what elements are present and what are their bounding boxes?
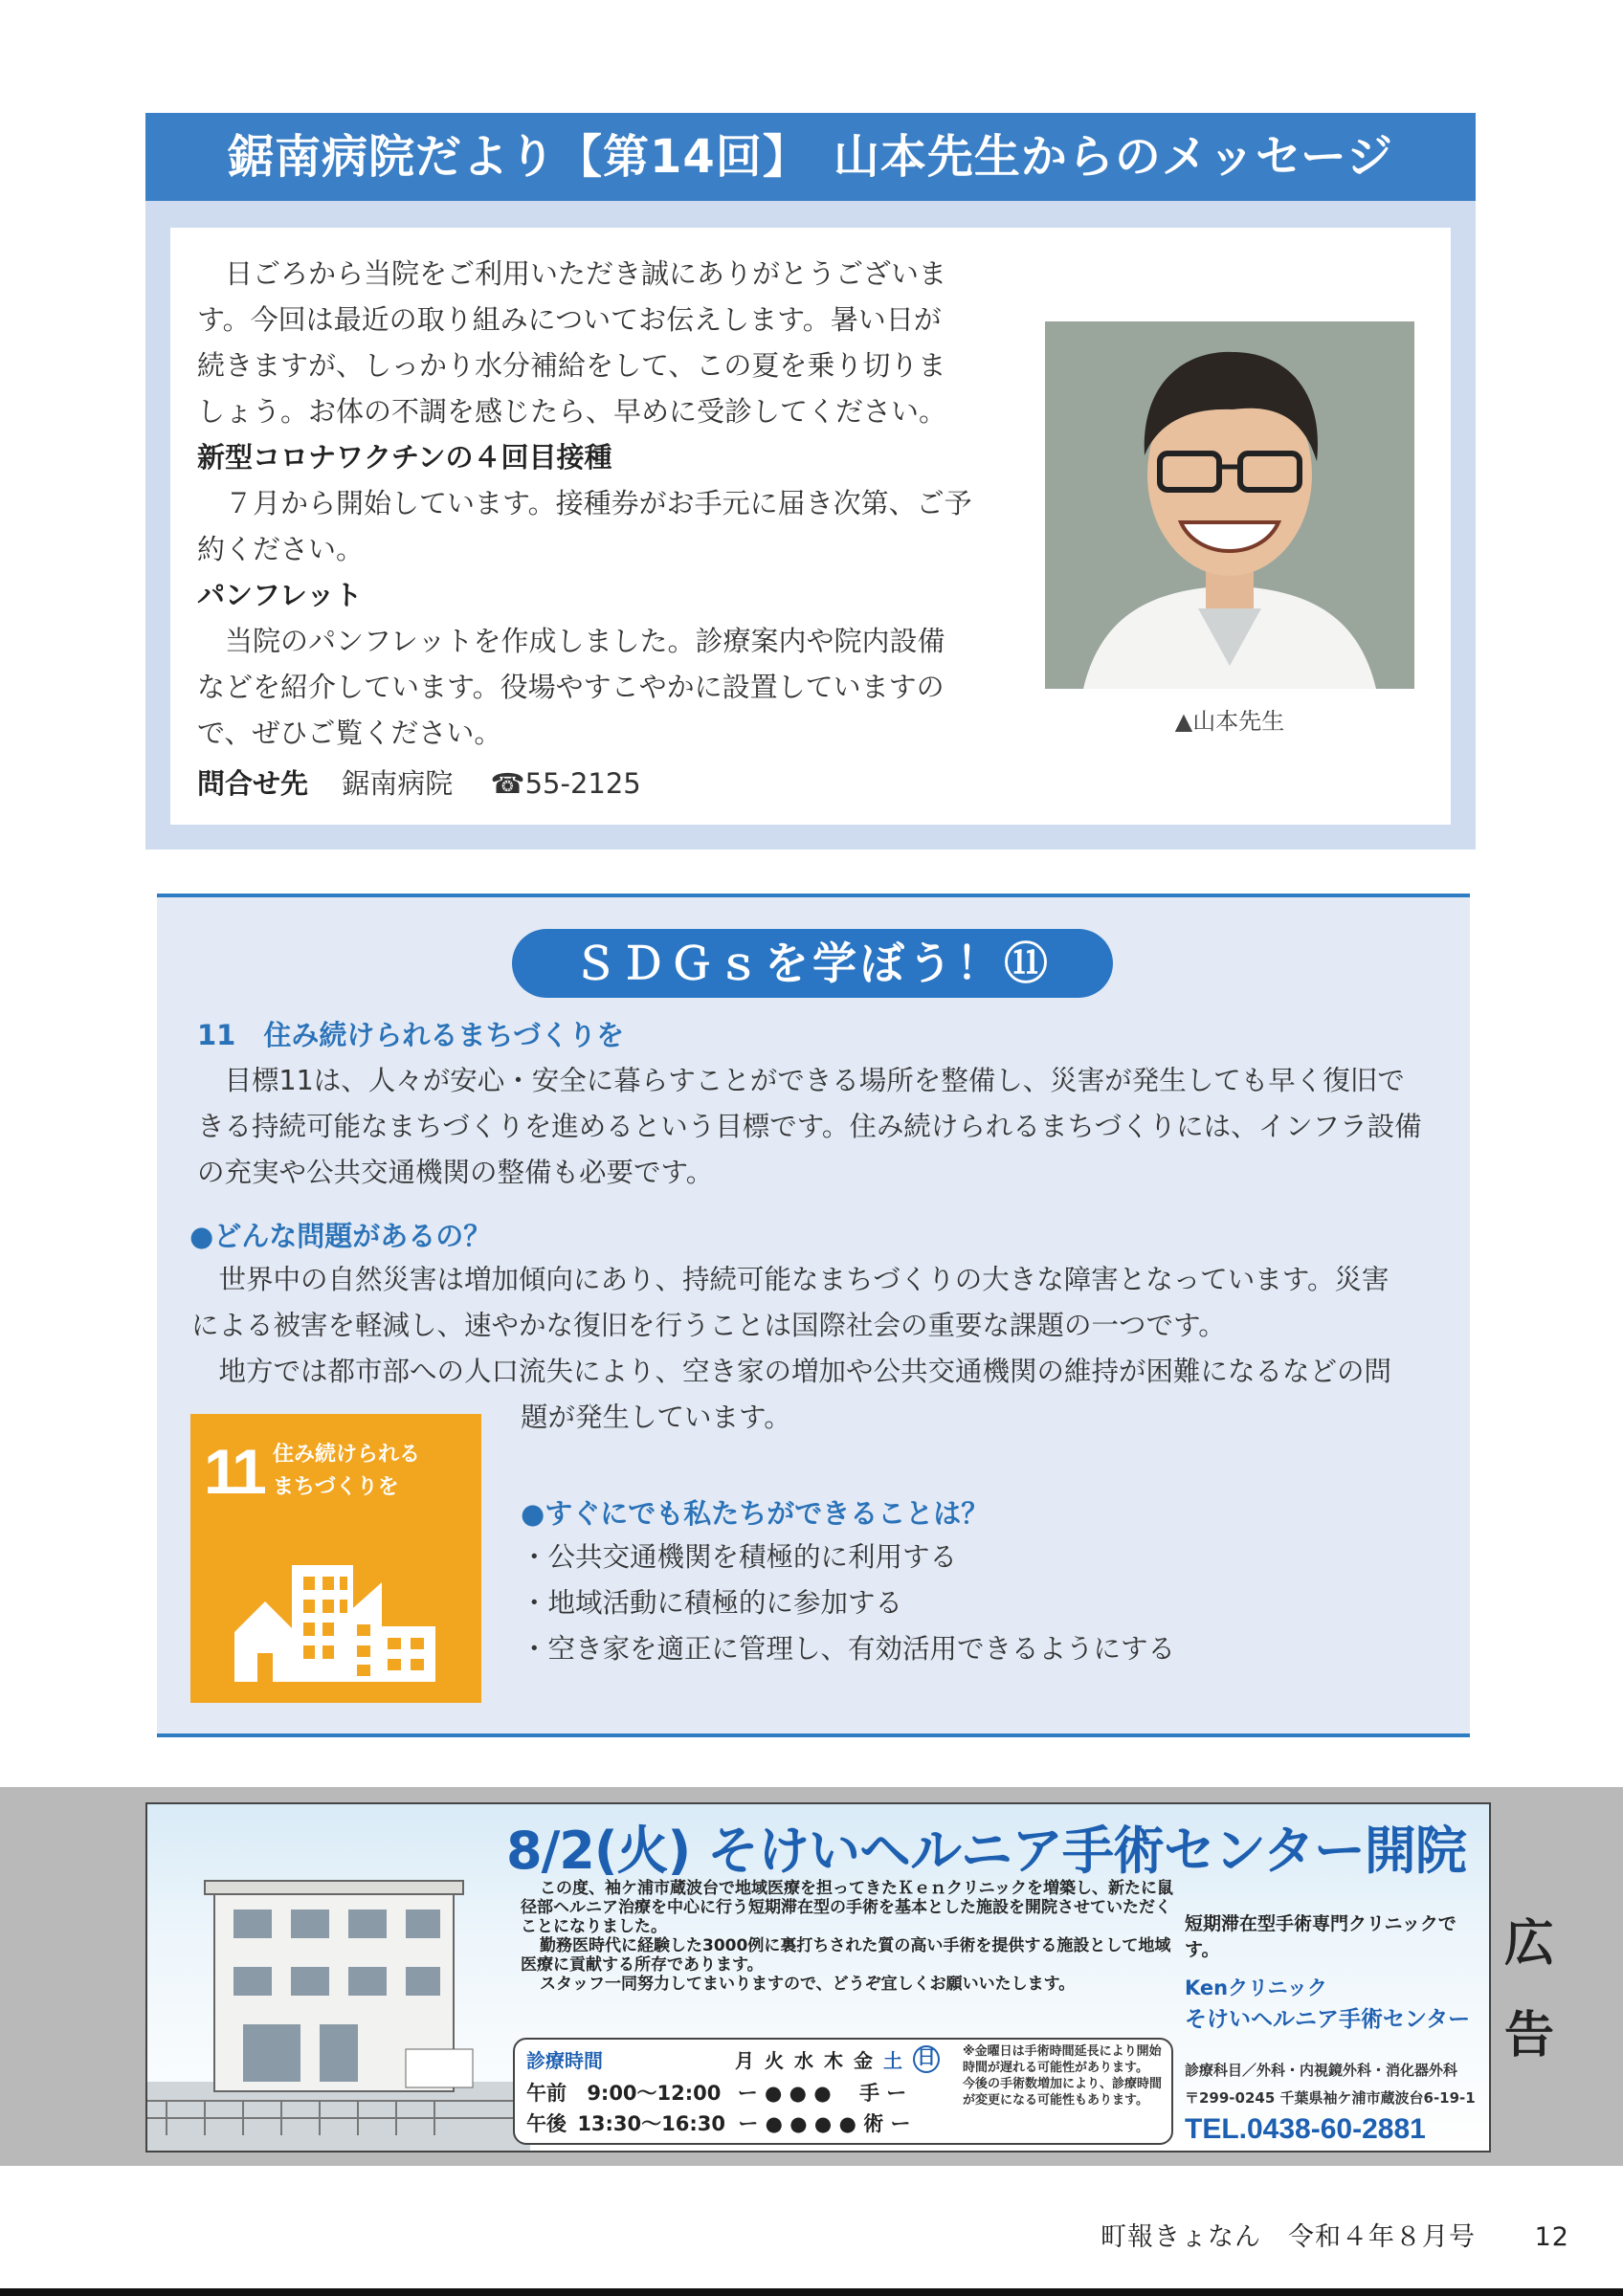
day-label: 金: [854, 2049, 873, 2072]
hospital-news-title: 鋸南病院だより【第14回】 山本先生からのメッセージ: [145, 113, 1476, 201]
page-footer: [1101, 2216, 1569, 2253]
pm-mark: ●: [813, 2112, 833, 2135]
am-mark: ●: [813, 2082, 832, 2105]
photo-caption: ▲山本先生: [1174, 708, 1285, 735]
day-label: 水: [794, 2049, 813, 2072]
problem-text-line: 地方では都市部への人口流失により、空き家の増加や公共交通機関の維持が困難になるなどの問: [191, 1356, 1392, 1387]
ad-greeting-line: 医療に貢献する所存であります。: [521, 1955, 764, 1975]
hours-label: 診療時間: [526, 2049, 603, 2072]
hospital-intro-line: 続きますが、しっかり水分補給をして、この夏を乗り切りま: [197, 349, 946, 382]
am-label: 午前: [526, 2082, 567, 2105]
vaccine-heading: 新型コロナワクチンの４回目接種: [197, 441, 612, 474]
pamphlet-text: で、ぜひご覧ください。: [197, 717, 502, 749]
problem-heading: ●どんな問題があるの？: [189, 1220, 492, 1252]
problem-text-line: 題が発生しています。: [521, 1402, 791, 1433]
hospital-intro-line: しょう。お体の不調を感じたら、早めに受診してください。: [197, 395, 947, 428]
day-label: 月: [735, 2049, 754, 2072]
advertisement-label: [1504, 1898, 1554, 2082]
goal-label-line-1: 住み続けられる: [273, 1443, 421, 1467]
advertisement-label-char: 告: [1504, 2007, 1555, 2064]
hours-note-line: ※金曜日は手術時間延長により開始: [963, 2044, 1162, 2059]
hospital-intro-line: 日ごろから当院をご利用いただき誠にありがとうございま: [197, 257, 947, 290]
clinic-departments: 診療科目／外科・内視鏡外科・消化器外科: [1185, 2062, 1458, 2079]
goal-label: [273, 1439, 420, 1504]
ad-headline: 8/2(火) そけいヘルニア手術センター開院: [506, 1821, 1466, 1881]
am-mark: ●: [789, 2082, 807, 2105]
am-marks: [738, 2082, 907, 2105]
pm-mark: ー: [738, 2112, 759, 2135]
sdgs-goal-heading: 11 住み続けられるまちづくりを: [197, 1019, 625, 1051]
clinic-info: [1185, 1910, 1481, 2146]
am-mark: ●: [765, 2082, 783, 2105]
contact-phone: ☎55-2125: [490, 767, 641, 800]
ad-greeting-line: 勤務医時代に経験した3000例に裏打ちされた質の高い手術を提供する施設として地域: [540, 1936, 1171, 1955]
vaccine-text: 約ください。: [197, 533, 365, 565]
contact-name: 鋸南病院: [342, 767, 454, 800]
advertisement-label-char: 広: [1504, 1915, 1555, 1973]
action-heading: ●すぐにでも私たちができることは？: [521, 1497, 989, 1530]
am-mark: 手: [858, 2082, 879, 2105]
action-item: ・公共交通機関を積極的に利用する: [521, 1541, 958, 1573]
ad-greeting-line: スタッフ一同努力してまいりますので、どうぞ宜しくお願いいたします。: [540, 1975, 1076, 1994]
am-row: [526, 2078, 906, 2107]
problem-text-line: 世界中の自然災害は増加傾向にあり、持続可能なまちづくりの大きな障害となっています。災害: [191, 1264, 1390, 1295]
pm-label: 午後: [526, 2112, 567, 2135]
city-buildings-icon: [233, 1519, 443, 1682]
pm-row: [526, 2108, 911, 2137]
am-time: 9:00〜12:00: [587, 2082, 722, 2105]
pamphlet-heading: パンフレット: [197, 579, 363, 611]
sdgs-intro-line: の充実や公共交通機関の整備も必要です。: [197, 1157, 714, 1188]
ad-greeting-line: ことになりました。: [521, 1917, 667, 1936]
hours-note-line: が変更になる可能性もあります。: [963, 2093, 1148, 2108]
bottom-rule: [0, 2288, 1623, 2296]
pm-mark: ●: [838, 2112, 856, 2135]
weekday-header: [735, 2045, 940, 2073]
center-name: そけいヘルニア手術センター: [1185, 2007, 1471, 2032]
pm-mark: ●: [789, 2112, 808, 2135]
ad-greeting-line: 径部ヘルニア治療を中心に行う短期滞在型の手術を基本とした施設を開院させていただく: [521, 1898, 1171, 1917]
day-label: 日: [913, 2045, 940, 2073]
sdgs-title-pill: ＳＤＧｓを学ぼう！⑪: [512, 929, 1113, 998]
doctor-photo: [1045, 321, 1414, 689]
page-number: 12: [1534, 2222, 1569, 2252]
pm-time: 13:30〜16:30: [577, 2112, 726, 2135]
hours-note-line: 時間が遅れる可能性があります。: [963, 2061, 1148, 2075]
clinic-address: 〒299-0245 千葉県袖ケ浦市蔵波台6-19-1: [1185, 2089, 1476, 2107]
clinic-name-text: Kenクリニック: [1185, 1976, 1327, 1999]
vaccine-text: ７月から開始しています。接種券がお手元に届き次第、ご予: [197, 487, 972, 519]
hours-note: [963, 2043, 1173, 2108]
goal-label-line-2: まちづくりを: [273, 1475, 399, 1499]
sdgs-intro-line: 目標11は、人々が安心・安全に暮らすことができる場所を整備し、災害が発生しても早く復旧で: [197, 1065, 1405, 1096]
pamphlet-text: などを紹介しています。役場やすこやかに設置していますの: [197, 671, 945, 703]
clinic-name: [1185, 1973, 1481, 2001]
sdg-goal-11-icon: [190, 1414, 481, 1703]
hours-note-line: 今後の手術数増加により、診療時間: [963, 2077, 1163, 2091]
sdgs-intro-line: きる持続可能なまちづくりを進めるという目標です。住み続けられるまちづくりには、インフラ設備: [197, 1111, 1422, 1142]
pm-mark: ー: [890, 2112, 911, 2135]
pamphlet-text: 当院のパンフレットを作成しました。診療案内や院内設備: [197, 625, 945, 657]
action-item: ・地域活動に積極的に参加する: [521, 1587, 903, 1619]
day-label: 土: [883, 2049, 902, 2072]
contact-line: [197, 761, 924, 807]
clinic-advertisement: [145, 1802, 1491, 2152]
pm-mark: 術: [863, 2112, 884, 2135]
action-item: ・空き家を適正に管理し、有効活用できるようにする: [521, 1633, 1176, 1665]
pm-mark: ●: [765, 2112, 783, 2135]
hospital-intro-line: す。今回は最近の取り組みについてお伝えします。暑い日が: [197, 303, 942, 336]
ad-greeting-line: この度、袖ケ浦市蔵波台で地域医療を担ってきたＫｅｎクリニックを増築し、新たに鼠: [540, 1879, 1173, 1898]
pm-marks: [738, 2112, 910, 2135]
clinic-tagline: 短期滞在型手術専門クリニックです。: [1185, 1913, 1456, 1960]
am-mark: ー: [737, 2082, 758, 2105]
problem-text-line: による被害を軽減し、速やかな復旧を行うことは国際社会の重要な課題の一つです。: [191, 1310, 1226, 1341]
clinic-building-illustration: [147, 1862, 530, 2152]
day-label: 火: [765, 2049, 784, 2072]
publication-name: 町報きょなん 令和４年８月号: [1101, 2222, 1476, 2252]
goal-number: 11: [204, 1436, 263, 1507]
clinic-phone: TEL.0438-60-2881: [1185, 2113, 1426, 2145]
contact-label: 問合せ先: [197, 767, 309, 800]
am-mark: ー: [886, 2082, 907, 2105]
day-label: 木: [824, 2049, 843, 2072]
doctor-portrait-illustration: [1045, 321, 1414, 689]
